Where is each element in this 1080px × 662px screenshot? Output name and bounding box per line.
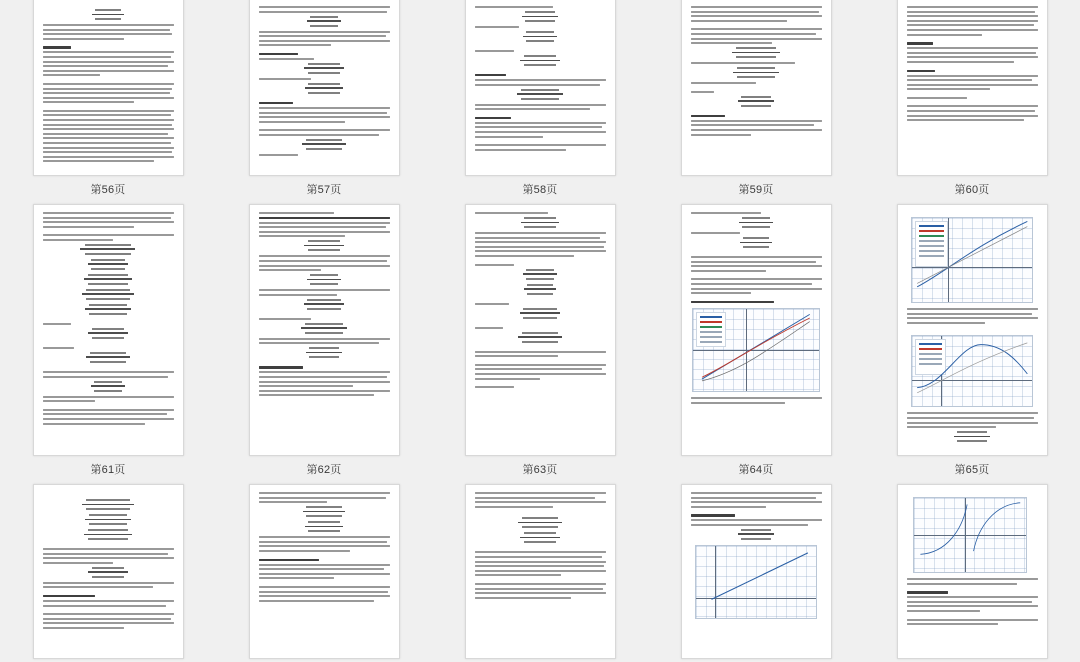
plot-curves [912,218,1032,290]
page-label: 第60页 [954,184,990,196]
page-thumbnail-cell[interactable] [0,204,216,484]
page-content [475,492,606,653]
page-content [907,212,1038,450]
page-thumbnail-cell[interactable] [216,0,432,204]
page-content [907,492,1038,653]
page-thumbnail-68[interactable] [465,484,616,659]
page-content [691,6,822,170]
page-label: 第63页 [522,464,558,476]
page-thumbnail-58[interactable] [465,0,616,176]
page-label: 第62页 [306,464,342,476]
page-thumbnail-cell[interactable] [0,484,216,662]
page-thumbnail-64[interactable] [681,204,832,456]
figure-plot [692,308,820,392]
page-thumbnail-66[interactable] [33,484,184,659]
page-thumbnail-cell[interactable] [216,484,432,662]
page-thumbnail-60[interactable] [897,0,1048,176]
page-thumbnail-63[interactable] [465,204,616,456]
page-content [907,6,1038,170]
page-thumbnail-cell[interactable] [864,0,1080,204]
page-content [691,212,822,450]
page-content [475,6,606,170]
page-label: 第64页 [738,464,774,476]
page-thumbnail-65[interactable] [897,204,1048,456]
page-thumbnail-69[interactable] [681,484,832,659]
page-label: 第57页 [306,184,342,196]
plot-curves [912,336,1033,396]
page-content [43,6,174,170]
page-thumbnail-56[interactable] [33,0,184,176]
page-thumbnail-cell[interactable] [0,0,216,204]
plot-curves [914,498,1027,558]
page-thumbnail-cell[interactable] [648,204,864,484]
page-thumbnail-61[interactable] [33,204,184,456]
figure-plot-top [911,217,1034,303]
figure-plot [695,545,818,619]
page-thumbnail-cell[interactable] [864,484,1080,662]
page-label: 第56页 [90,184,126,196]
plot-curves [696,546,816,608]
page-label: 第65页 [954,464,990,476]
page-label: 第58页 [522,184,558,196]
page-thumbnail-59[interactable] [681,0,832,176]
page-thumbnail-cell[interactable] [648,484,864,662]
page-content [43,212,174,450]
page-thumbnail-cell[interactable] [432,0,648,204]
page-content [259,212,390,450]
page-label: 第59页 [738,184,774,196]
figure-plot-bottom [911,335,1034,407]
page-content [43,492,174,653]
page-content [475,212,606,450]
page-content [259,6,390,170]
page-thumbnail-cell[interactable] [216,204,432,484]
figure-plot [913,497,1028,573]
page-thumbnail-70[interactable] [897,484,1048,659]
page-thumbnail-67[interactable] [249,484,400,659]
plot-curves [693,309,819,383]
page-thumbnail-cell[interactable] [432,204,648,484]
page-content [691,492,822,653]
page-thumbnail-62[interactable] [249,204,400,456]
page-thumbnail-cell[interactable] [648,0,864,204]
page-label: 第61页 [90,464,126,476]
page-thumbnail-cell[interactable] [864,204,1080,484]
page-thumbnail-cell[interactable] [432,484,648,662]
page-content [259,492,390,653]
page-thumbnail-57[interactable] [249,0,400,176]
